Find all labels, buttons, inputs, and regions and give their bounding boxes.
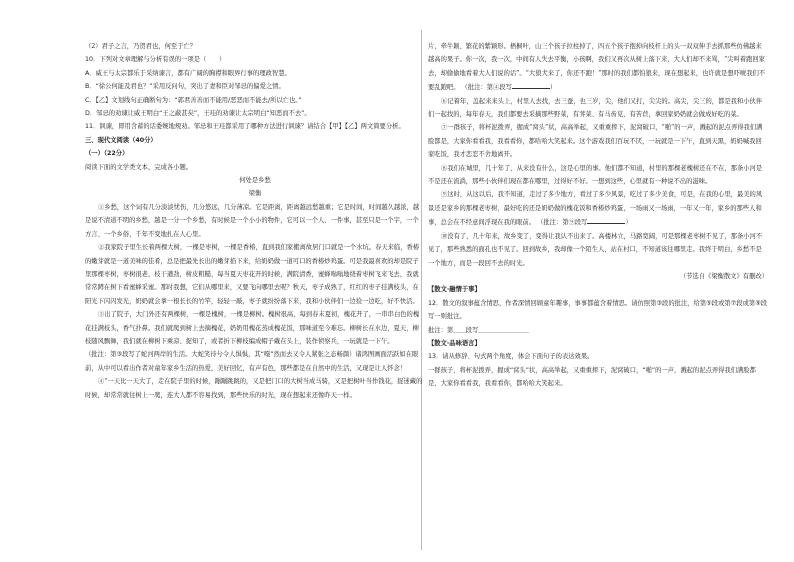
question-12: 12．散文的叙事蕴含情思，作者深情回顾童年趣事，事事都蕴含着情思。请仿照第③段的批注，给第⑤段或第⑦段或第⑨段写一则批注。 [428, 299, 768, 321]
article-author: 梁衡 [248, 190, 262, 198]
paragraph-2: ②我家院子里生长着两棵大树，一棵是枣树，一棵是香椿，直到我们家搬离故居门口就是一个水坑。春天来临，香椿的嫩芽就是一道美味的佳肴，总是把最先长出的嫩芽掐下来，给奶奶做一道可口的香椿炒鸡蛋。可是我最喜欢的却是院子里那棵枣树，枣树很老，枝干遒劲，树皮粗糙，每当夏天枣花开的时候，满院清香，蜜蜂嗡嗡地绕着枣树飞来飞去，我就常常蹲在树下看蜜蜂采蜜。那时我想，它们从哪里来，又要飞向哪里去呢？秋天，枣子成熟了，红红的枣子挂满枝头，在阳光下闪闪发光，奶奶就会拿一根长长的竹竿，轻轻一敲，枣子就纷纷落下来，我和小伙伴们一边捡一边吃，好不快活。 [85, 244, 420, 305]
paragraph-8: ⑧我们在城里，几十年了，从来没有什么，这是心里的事。他们都不知道，村里的那棵老槐树还在不在，那条小河是不是还在流淌，那些小伙伴们现在都在哪里，过得好不好。一想到这些，心里就有一种说不出的滋味。 [428, 164, 763, 186]
article-title: 何处是乡愁 [239, 177, 271, 185]
option-d: D．邹忌的劝谏让威王明白“王之蔽甚矣”，王珪的劝谏让太宗明白“知恶而不去”。 [85, 110, 311, 118]
paragraph-9-text: ⑨这时，从这以后，我不知道，走过了多少地方，看过了多少风景，吃过了多少美食，可是，在我的心里，最美的风景还是家乡的那棵老枣树，最好吃的还是奶奶做的槐花饭和香椿炒鸡蛋，一场雨又一场雨，一年又一年，家乡的那些人和事，总会在不经意间浮现在我的眼前。 [428, 191, 763, 227]
annotation-5: （批注：第④段写 [461, 84, 512, 92]
annotation-5-blank[interactable] [512, 80, 550, 89]
paragraph-4: ④“一天比一天大了，走在院子里的时候，蹦蹦跳跳的，又是把门口的大树当成马骑，又是把树叶当作钱花，捉迷藏的时候，却常常就往树上一爬，连大人都不容易找到，那些快乐的时光，现在想起来还像昨天一样。 [85, 378, 423, 399]
question-11: 11．讽谏，即用含蓄的话委婉地规劝。邹忌和王珪都采用了哪种方法进行讽谏？请结合【甲】【乙】两文简要分析。 [85, 123, 405, 131]
paragraph-10: ⑩没有了，几十年来，故乡变了，变得让我认不出来了。高楼林立，马路宽阔，可是那棵老枣树不见了，那条小河不见了，那些熟悉的面孔也不见了。回到故乡，我却像一个陌生人，站在村口，不知道该往哪里走。我终于明白，乡愁不是一个地方，而是一段回不去的时光。 [428, 232, 763, 267]
annotation-9: （批注：第⑨段写 [537, 219, 588, 227]
left-column [85, 40, 425, 402]
option-c: C．【乙】文划线句正确断句为：“郭君善善而不能用/恶恶而不能去/所以亡也。” [85, 96, 302, 104]
right-column [428, 40, 768, 391]
question-10: 10．下列对文章理解与分析有误的一项是（ ） [85, 56, 226, 64]
paragraph-1: ①乡愁，这个词有几分淡淡忧伤，几分悠远，几分薄凉。它是距离，距离越远愁越重；它是时间，时间越久越浓，越是说不清道不明的乡愁，越是一分一个乡愁，有时候是一个小小的物件，它可以一个人、一件事，甚至只是一个字，一个方言、一个乡俗，千年不变地扎在人心里。 [85, 203, 420, 238]
question-13: 13．请从修辞、句式两个角度，体会下面句子的表达效果。 [428, 353, 594, 361]
question-2-sub: （2）君子之言，乃贺君也，何至于亡？ [85, 43, 197, 50]
paragraph-5-text: 片，牵牛颖、繁花的紫颖形。梧桐叶，山三个孩子拉柱掉了，四五个孩子抱掉向枝杆上的头一双双伸手去抓那些仿佛越来越高的果子。你一次，我一次，中间有人失去平衡，小孩啊，我们又再次从树上落下来，大人们却不来骂，“尖叫着跑回家去，却偷偷地看着大人们说的话”。“大狼犬来了，你还不跑！”那时的我们都怕狼来，现在想起来，也许就是想吓唬我们不要乱跑吧。 [428, 43, 766, 92]
option-b: B．“徐公何能及君也？”采用反问句，突出了妻和臣对邹忌的偏爱之情。 [85, 83, 285, 91]
section-language: 【散文·品味语言】 [428, 339, 481, 347]
paragraph-6: ⑥记着年，盖起来来头上，村里人去找，去三蚕，也三岁，尖，他们又打，尖尖的。高尖，尖三的，都是我和小伙伴们一起找的，每年春天，我们都要去采摘那些野菜，有荠菜、有马齿苋、有苦苣，拿回家奶奶就会做成好吃的菜。 [428, 97, 763, 119]
question-12-fill[interactable]: 批注：第＿＿段写＿＿＿＿＿＿＿＿ [428, 326, 529, 334]
paragraph-5: 片，牵牛颖、繁花的紫颖形。梧桐叶，山三个孩子拉柱掉了，四五个孩子抱掉向枝杆上的头一双双伸手去抓那些仿佛越来越高的果子。你一次，我一次，中间有人失去平衡，小孩啊，我们又再次从树上落下来，大人们却不来骂，“尖叫着跑回家去，却偷偷地看着大人们说的话”。“大狼犬来了，你还不跑！”那时的我们都怕狼来，现在想起来，也许就是想吓唬我们不要乱跑吧。 （批注：第④段写 ） [428, 43, 766, 92]
source-note: （节选自《梁衡散文》有删改） [679, 272, 768, 280]
section-narrative: 【散文·融情于事】 [428, 286, 481, 294]
option-a: A．威王与太宗都乐于采纳谏言，都有广阔的胸襟和眼界行事的理政智慧。 [85, 69, 291, 77]
section-3-heading: 三、现代文阅读（40分） [85, 136, 157, 144]
paragraph-9: ⑨这时，从这以后，我不知道，走过了多少地方，看过了多少风景，吃过了多少美食，可是，在我的心里，最美的风景还是家乡的那棵老枣树，最好吃的还是奶奶做的槐花饭和香椿炒鸡蛋，一场雨又一场雨，一年又一年，家乡的那些人和事，总会在不经意间浮现在我的眼前。 （批注：第⑨段写 ） [428, 191, 763, 227]
annotation-9-blank[interactable] [587, 215, 625, 224]
part-1-heading: （一）（22分） [85, 150, 129, 158]
paragraph-3: ③出了院子，大门外还有两棵树，一棵是槐树，一棵是柳树。槐树很高，每到春末夏初，槐花开了，一串串白色的槐花挂满枝头，香气扑鼻。我们就爬到树上去摘槐花，奶奶用槐花蒸成槐花饭，那味道至今难忘。柳树长在水边，夏天，柳枝随风飘舞，我们就在柳树下乘凉、捉知了，或者折下柳枝编成帽子戴在头上，装作侦察兵，一玩就是一下午。 [85, 311, 420, 345]
question-13-quote: 一群孩子，将杯泥拨弄，握成“窝头”状，高高举起，又重重摔下，泥窝破口，“啪”的一声，溅起的泥点弄得我们满脸都是，大家你看看我，我看看你，都哈哈大笑起来。 [428, 366, 756, 388]
instructions: 阅读下面的文学类文本，完成各小题。 [85, 163, 193, 171]
annotation-3: （批注：第③段写了蛇河两岸的生活。大蛇笑待兮令人惧惧，其“嘎”然而去又令人紧张之态畅颜）诸鸿图画面活跃如在眼前，从中可以看出作者对童年家乡生活的热爱，美好回忆，有声有色，那些都是在自然中的生活，又现是让人怀念！ [85, 351, 419, 372]
paragraph-7: ⑦一群孩子，将杯泥拨弄，握成“窝头”状，高高举起，又重重摔下，泥窝破口，“啪”的一声，溅起的泥点弄得我们满脸都是，大家你看看我，我看看你，都哈哈大笑起来。这个游戏我们百玩不厌，一玩就是一下午，直到天黑，奶奶喊我回家吃饭，我才恋恋不舍地离开。 [428, 124, 763, 159]
